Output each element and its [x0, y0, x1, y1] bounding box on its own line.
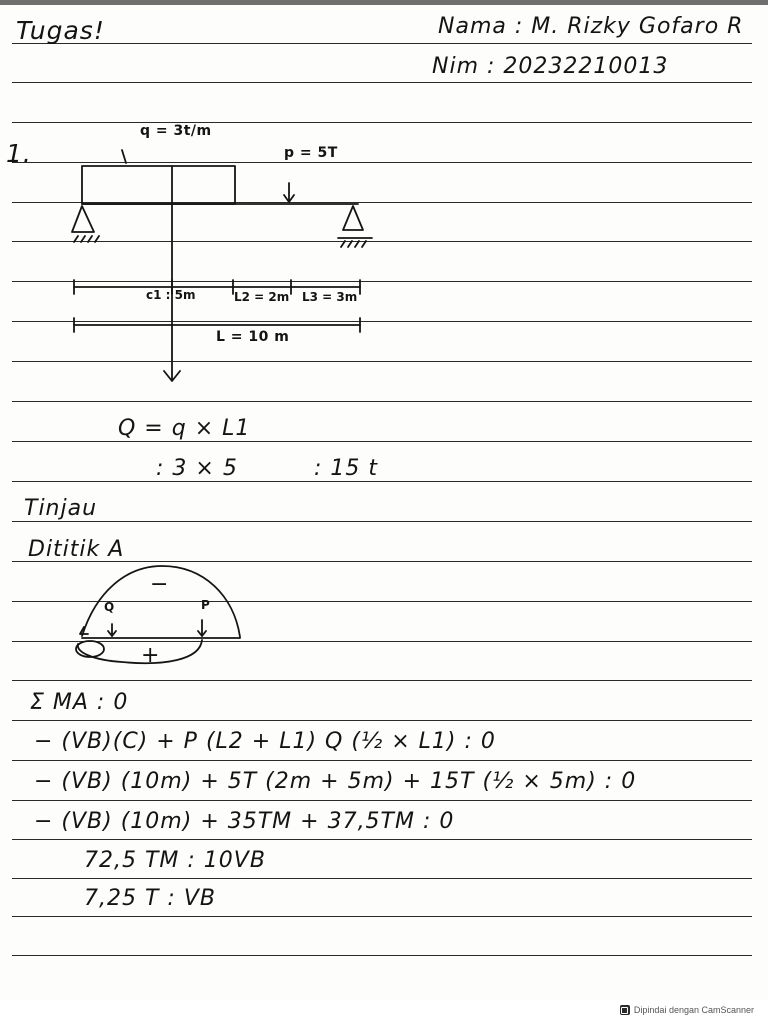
- dimension-l3-label: L3 = 3m: [302, 290, 358, 304]
- ruled-line: [12, 680, 752, 681]
- ruled-line: [12, 202, 752, 203]
- support-a-pin: [72, 206, 94, 232]
- pivot-arrow: [80, 627, 88, 634]
- ruled-line: [12, 361, 752, 362]
- ruled-line: [12, 800, 752, 801]
- equation-line-6: 7,25 T : VB: [84, 886, 216, 911]
- ruled-line: [12, 720, 752, 721]
- ruled-line: [12, 82, 752, 83]
- distributed-load-label: q = 3t/m: [140, 123, 212, 139]
- review-heading: Tinjau: [24, 496, 98, 521]
- ruled-line: [12, 281, 752, 282]
- sketch-q-label: Q: [104, 600, 115, 614]
- ruled-line: [12, 401, 752, 402]
- page-top-edge: [0, 0, 768, 5]
- sketch-q-arrowhead: [108, 631, 116, 636]
- sketch-plus-sign: +: [141, 643, 161, 668]
- dimension-l1-label: c1 : 5m: [146, 288, 196, 302]
- point-load-label: p = 5T: [284, 145, 338, 161]
- point-load-arrowhead: [284, 195, 294, 202]
- equation-line-3: − (VB) (10m) + 5T (2m + 5m) + 15T (½ × 5m) : 0: [34, 769, 637, 794]
- watermark-text: Dipindai dengan CamScanner: [633, 1005, 754, 1015]
- distributed-load-block: [82, 166, 235, 204]
- ruled-line: [12, 601, 752, 602]
- equation-line-4: − (VB) (10m) + 35TM + 37,5TM : 0: [34, 809, 455, 834]
- review-subheading: Dititik A: [28, 537, 125, 562]
- dimension-l2-label: L2 = 2m: [234, 290, 290, 304]
- ruled-line: [12, 955, 752, 956]
- resultant-arrowhead: [164, 371, 180, 381]
- equation-line-2: − (VB)(C) + P (L2 + L1) Q (½ × L1) : 0: [34, 729, 496, 754]
- pivot-loop: [76, 641, 104, 657]
- scanner-watermark: [620, 1005, 754, 1015]
- ruled-line: [12, 441, 752, 442]
- ruled-line: [12, 122, 752, 123]
- student-nim: Nim : 20232210013: [432, 54, 669, 79]
- ruled-line: [12, 839, 752, 840]
- moment-arc-positive: [78, 640, 202, 663]
- resultant-substitution: : 3 × 5: [156, 456, 238, 481]
- task-title: Tugas!: [16, 16, 105, 45]
- resultant-value: : 15 t: [314, 456, 379, 481]
- equation-line-1: Σ MA : 0: [30, 690, 129, 715]
- ruled-line: [12, 521, 752, 522]
- resultant-formula: Q = q × L1: [118, 416, 251, 441]
- ruled-line: [12, 43, 752, 44]
- student-name: Nama : M. Rizky Gofaro R: [438, 14, 744, 39]
- equation-line-5: 72,5 TM : 10VB: [84, 848, 266, 873]
- ruled-line: [12, 162, 752, 163]
- ruled-line: [12, 481, 752, 482]
- support-b-roller: [343, 206, 363, 230]
- sketch-p-arrowhead: [198, 631, 206, 636]
- total-length-label: L = 10 m: [216, 329, 290, 345]
- ruled-line: [12, 241, 752, 242]
- problem-number: 1.: [6, 139, 32, 168]
- ruled-line: [12, 878, 752, 879]
- sketch-minus-sign: −: [150, 572, 170, 597]
- sketch-p-label: P: [201, 598, 210, 612]
- camscanner-icon: [620, 1005, 630, 1015]
- ruled-line: [12, 760, 752, 761]
- ruled-line: [12, 641, 752, 642]
- beam-diagram: [72, 150, 372, 381]
- ruled-line: [12, 916, 752, 917]
- ruled-line: [12, 321, 752, 322]
